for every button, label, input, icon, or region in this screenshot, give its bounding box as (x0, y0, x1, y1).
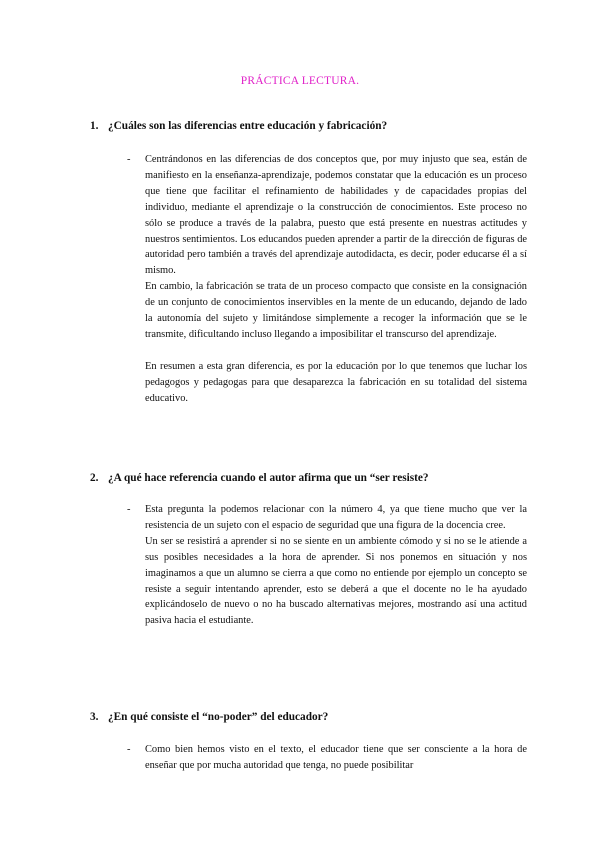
question-text: ¿Cuáles son las diferencias entre educación y fabricación? (108, 120, 388, 132)
answer-2 (127, 502, 527, 629)
question-1 (90, 120, 530, 132)
answer-paragraph: Esta pregunta la podemos relacionar con la número 4, ya que tiene mucho que ver la resistencia de un sujeto con el espacio de seguridad que una figura de la docencia cree. (145, 504, 527, 531)
document-title: PRÁCTICA LECTURA. (240, 75, 360, 87)
answer-3 (127, 742, 527, 774)
answer-body (145, 152, 527, 406)
bullet-dash: - (127, 504, 131, 515)
question-text: ¿En qué consiste el “no-poder” del educador? (108, 711, 329, 723)
bullet-dash: - (127, 154, 131, 165)
question-number: 2. (90, 472, 99, 484)
question-3 (90, 711, 530, 723)
answer-paragraph: En resumen a esta gran diferencia, es por la educación por lo que tenemos que luchar los pedagogos y pedagogas para que desaparezca la fabricación en su totalidad del sistema educativo. (145, 360, 527, 404)
answer-body (145, 502, 527, 629)
answer-paragraph: Un ser se resistirá a aprender si no se siente en un ambiente cómodo y si no se le atiende a sus posibles necesidades a la hora de aprender. Si nos ponemos en situación y nos imaginamos a que un alumno se cierra a que como no entiende por ejemplo un concepto se resiste a seguir intentando aprender, esto se deberá a que el docente no le ha ayudado explicándoselo de nuevo o no ha buscado alternativas mejores, mostrando así una actitud pasiva hacia el estudiante. (145, 535, 527, 627)
question-number: 1. (90, 120, 99, 132)
answer-paragraph: En cambio, la fabricación se trata de un proceso compacto que consiste en la consignación de un conjunto de conocimientos inservibles en la mente de un educando, dejando de lado la autonomía del sujeto y limitándose simplemente a recoger la información que se le transmite, dificultando incluso llegando a imposibilitar el transcurso del aprendizaje. (145, 281, 527, 340)
question-2 (90, 472, 530, 484)
question-text: ¿A qué hace referencia cuando el autor afirma que un “ser resiste? (108, 472, 429, 484)
answer-1 (127, 152, 527, 406)
question-number: 3. (90, 711, 99, 723)
bullet-dash: - (127, 744, 131, 755)
answer-paragraph: Centrándonos en las diferencias de dos conceptos que, por muy injusto que sea, están de manifiesto en la enseñanza-aprendizaje, podemos constatar que la educación es un proceso que tiene que facilitar el refinamiento de habilidades y de capacidades propias del individuo, mediante el aprendizaje o la construcción de conocimientos. Este proceso no sólo se produce a través de la palabra, puesto que está presente en nuestras actitudes y nuestros sentimientos. Los educandos pueden aprender a partir de la dirección de figuras de autoridad pero también a través del aprendizaje autodidacta, es decir, poder educarse él a sí mismo. (145, 154, 527, 277)
answer-paragraph: Como bien hemos visto en el texto, el educador tiene que ser consciente a la hora de enseñar que por mucha autoridad que tenga, no puede posibilitar (145, 744, 527, 771)
answer-body (145, 742, 527, 774)
